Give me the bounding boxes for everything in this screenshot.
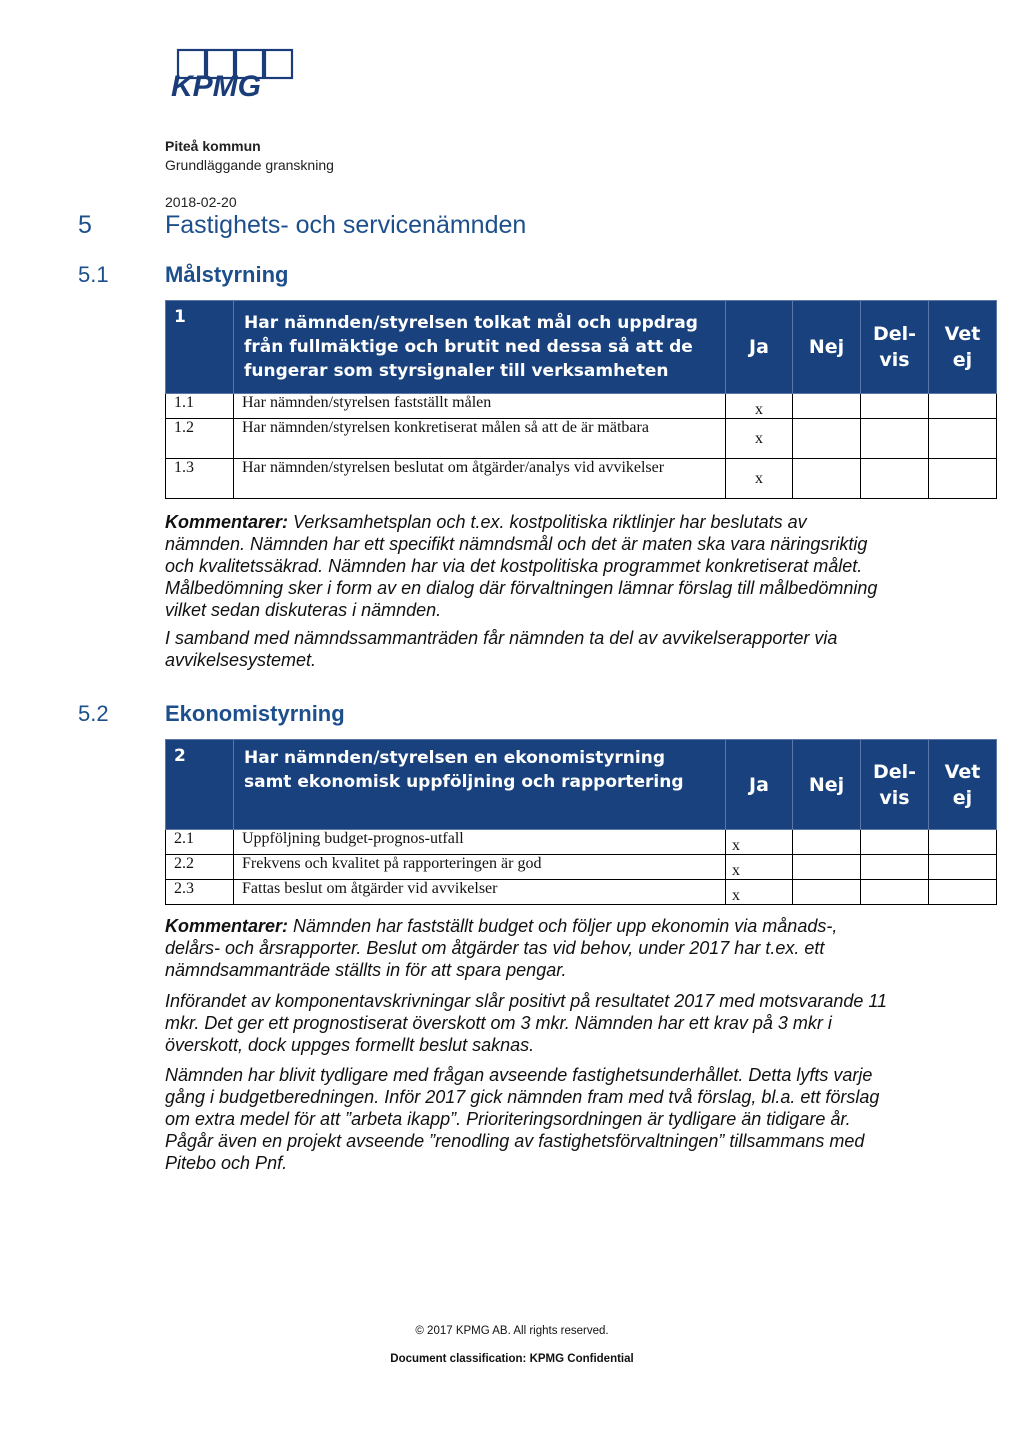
row-text: Har nämnden/styrelsen konkretiserat målen så att de är mätbara <box>234 419 726 459</box>
answer-nej-cell <box>793 419 861 459</box>
table-row <box>166 419 997 459</box>
subsection-title: Ekonomistyrning <box>165 701 345 726</box>
option-ja: Ja <box>726 301 793 394</box>
section-title: Fastighets- och servicenämnden <box>165 211 527 239</box>
subsection-title: Målstyrning <box>165 262 289 287</box>
answer-vet-ej-cell <box>929 394 997 419</box>
option-nej: Nej <box>793 301 861 394</box>
organization-name: Piteå kommun <box>165 138 261 154</box>
table-row <box>166 830 997 855</box>
answer-nej-cell <box>793 459 861 499</box>
report-date: 2018-02-20 <box>165 194 237 210</box>
option-vet-ej: Vet ej <box>929 301 997 394</box>
row-id: 2.3 <box>166 880 234 905</box>
row-id: 2.2 <box>166 855 234 880</box>
svg-text:KPMG: KPMG <box>171 70 261 103</box>
question-number: 2 <box>166 740 234 830</box>
comment-2-paragraph-2: Införandet av komponentavskrivningar slår positivt på resultatet 2017 med motsvarande 11 mkr. Det ger ett prognostiserat överskott om 3 mkr. Nämnden har ett krav på 3 mkr i överskott, dock uppges formellt beslut saknas. <box>165 991 888 1055</box>
row-id: 1.2 <box>166 419 234 459</box>
row-id: 2.1 <box>166 830 234 855</box>
answer-vet-ej-cell <box>929 459 997 499</box>
table-row <box>166 855 997 880</box>
comment-text: Nämnden har fastställt budget och följer upp ekonomin via månads-, delårs- och årsrapporter. Beslut om åtgärder tas vid behov, under 2017 har t.ex. ett nämndsammanträde ställts in för att spara pengar. <box>165 916 838 980</box>
answer-delvis-cell <box>861 880 929 905</box>
row-text: Fattas beslut om åtgärder vid avvikelser <box>234 880 726 905</box>
answer-vet-ej-cell <box>929 880 997 905</box>
subsection-number: 5.2 <box>78 701 109 726</box>
comment-1 <box>165 511 885 621</box>
answer-delvis-cell <box>861 830 929 855</box>
table-row <box>166 394 997 419</box>
comment-2 <box>165 915 895 981</box>
answer-delvis-cell <box>861 394 929 419</box>
option-ja: Ja <box>726 740 793 830</box>
comment-label: Kommentarer: <box>165 916 289 936</box>
answer-nej-cell <box>793 855 861 880</box>
comment-label: Kommentarer: <box>165 512 289 532</box>
answer-ja-mark: x <box>726 830 793 855</box>
answer-delvis-cell <box>861 419 929 459</box>
answer-nej-cell <box>793 394 861 419</box>
question-table-1 <box>165 300 997 499</box>
answer-nej-cell <box>793 830 861 855</box>
footer-copyright: © 2017 KPMG AB. All rights reserved. <box>415 1325 609 1337</box>
row-id: 1.3 <box>166 459 234 499</box>
answer-vet-ej-cell <box>929 855 997 880</box>
question-text: Har nämnden/styrelsen tolkat mål och uppdrag från fullmäktige och brutit ned dessa så att de fungerar som styrsignaler till verksamheten <box>234 301 726 394</box>
answer-vet-ej-cell <box>929 419 997 459</box>
comment-1-paragraph-2: I samband med nämndssammanträden får nämnden ta del av avvikelserapporter via avvikelsesystemet. <box>165 628 838 670</box>
row-text: Uppföljning budget-prognos-utfall <box>234 830 726 855</box>
answer-delvis-cell <box>861 459 929 499</box>
answer-delvis-cell <box>861 855 929 880</box>
option-delvis: Del- vis <box>861 740 929 830</box>
question-number: 1 <box>166 301 234 394</box>
comment-2-paragraph-3: Nämnden har blivit tydligare med frågan avseende fastighetsunderhållet. Detta lyfts varje gång i budgetberedningen. Inför 2017 gick nämnden fram med två förslag, bl.a. ett förslag om extra medel för att ”arbeta ikapp”. Prioriteringsordningen är tydligare än tidigare år. Pågår även en projekt avseende ”renodling av fastighetsförvaltningen” tillsammans med Pitebo och Pnf. <box>165 1065 880 1173</box>
option-delvis: Del- vis <box>861 301 929 394</box>
row-id: 1.1 <box>166 394 234 419</box>
table-row <box>166 880 997 905</box>
comment-text: Verksamhetsplan och t.ex. kostpolitiska riktlinjer har beslutats av nämnden. Nämnden har ett specifikt nämndsmål och det är maten ska vara näringsriktig och kvalitetssäkrad. Nämnden har via det kostpolitiska programmet konkretiserat målet. Målbedömning sker i form av en dialog där förvaltningen lämnar förslag till målbedömning vilket sedan diskuteras i nämnden. <box>165 512 878 620</box>
kpmg-logo <box>168 48 303 103</box>
question-table-2 <box>165 739 997 905</box>
section-number: 5 <box>78 211 92 239</box>
table-row <box>166 459 997 499</box>
footer-classification: Document classification: KPMG Confidential <box>390 1353 634 1365</box>
answer-ja-mark: x <box>726 394 793 419</box>
answer-ja-mark: x <box>726 419 793 459</box>
row-text: Har nämnden/styrelsen beslutat om åtgärder/analys vid avvikelser <box>234 459 726 499</box>
option-vet-ej: Vet ej <box>929 740 997 830</box>
row-text: Frekvens och kvalitet på rapporteringen är god <box>234 855 726 880</box>
answer-ja-mark: x <box>726 459 793 499</box>
answer-ja-mark: x <box>726 855 793 880</box>
answer-vet-ej-cell <box>929 830 997 855</box>
subsection-number: 5.1 <box>78 262 109 287</box>
question-text: Har nämnden/styrelsen en ekonomistyrning samt ekonomisk uppföljning och rapportering <box>234 740 726 830</box>
row-text: Har nämnden/styrelsen fastställt målen <box>234 394 726 419</box>
report-name: Grundläggande granskning <box>165 157 334 173</box>
answer-ja-mark: x <box>726 880 793 905</box>
answer-nej-cell <box>793 880 861 905</box>
option-nej: Nej <box>793 740 861 830</box>
